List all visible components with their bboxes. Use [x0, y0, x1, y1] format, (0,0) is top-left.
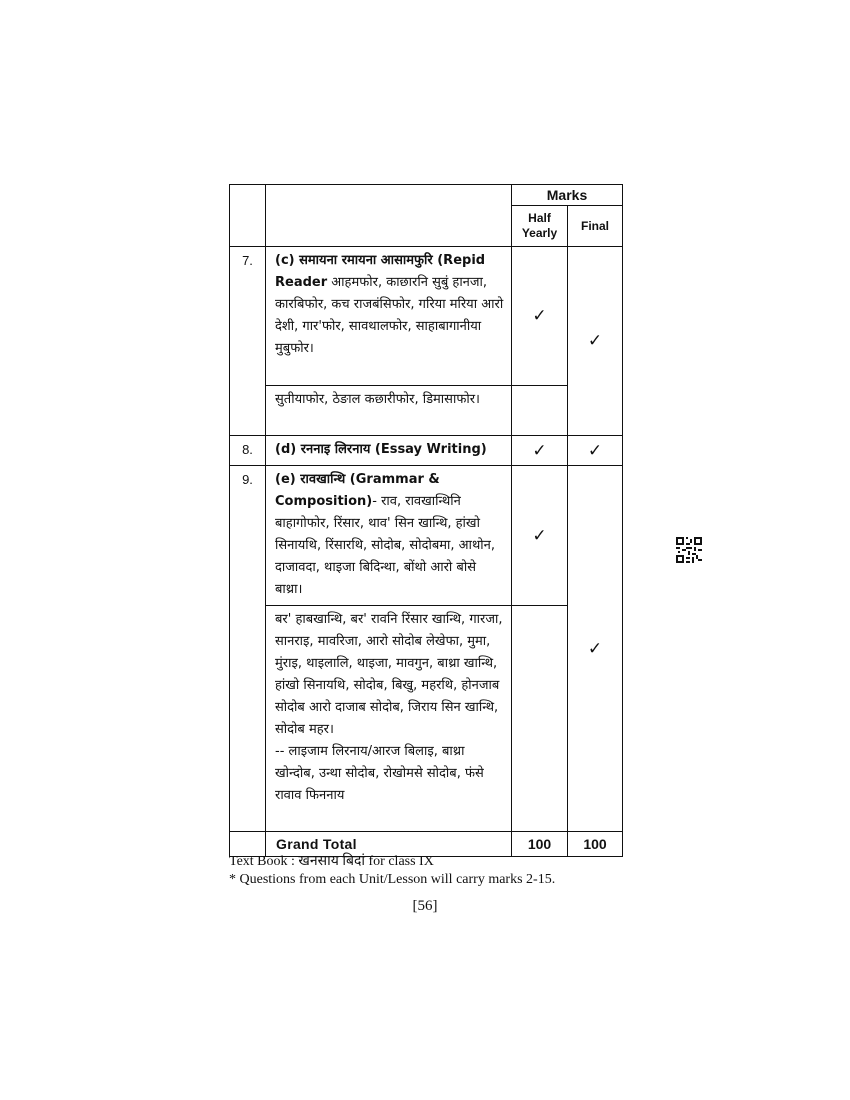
final-check: ✓: [568, 466, 623, 832]
row-number: 7.: [230, 247, 266, 436]
questions-note: * Questions from each Unit/Lesson will carry marks 2-15.: [229, 872, 556, 887]
grand-total-label: Grand Total: [266, 832, 512, 857]
row-title: (d) रननाइ लिरनाय (Essay Writing): [275, 442, 487, 457]
half-yearly-empty: [512, 386, 568, 436]
row-title: (c) समायना रमायना आसामफुरि (Repid Reader: [275, 253, 486, 290]
table-row: [230, 386, 623, 436]
half-yearly-header: Half Yearly: [512, 206, 568, 247]
row-content: [266, 436, 512, 466]
table-row: [230, 606, 623, 832]
row-content: [266, 606, 512, 832]
marks-header: Marks: [512, 185, 623, 206]
row-content: [266, 466, 512, 606]
half-yearly-check: ✓: [512, 436, 568, 466]
table-row: [230, 247, 623, 386]
textbook-note: Text Book : खनसाय बिदां for class IX: [229, 854, 434, 869]
table-row: [230, 436, 623, 466]
final-header: Final: [568, 206, 623, 247]
half-yearly-check: ✓: [512, 247, 568, 386]
header-blank-sno: [230, 185, 266, 247]
half-yearly-empty: [512, 606, 568, 832]
row-text: बर' हाबखान्थि, बर' रावनि रिंसार खान्थि, गारजा, सानराइ, मावरिजा, आरो सोदोब लेखेफा, मुमा, मुंराइ, थाइलालि, थाइजा, मावगुन, बाथ्रा खान्थि, हांखो सिनायथि, सोदोब, बिखु, महरथि, होनजाब सोदोब आरो दाजाब सोदोब, जिराय सिन खान्थि, सोदोब महर।: [275, 612, 503, 737]
row-number: 8.: [230, 436, 266, 466]
grand-total-half-yearly: 100: [512, 832, 568, 857]
row-text-extra: -- लाइजाम लिरनाय/आरज बिलाइ, बाथ्रा खोन्दोब, उन्था सोदोब, रोखोमसे सोदोब, फंसे रावाव फिननाय: [275, 744, 484, 803]
row-text: सुतीयाफोर, ठेङाल कछारीफोर, डिमासाफोर।: [275, 392, 480, 407]
final-check: ✓: [568, 247, 623, 436]
row-content: [266, 386, 512, 436]
row-number: 9.: [230, 466, 266, 832]
qr-code-icon: [676, 537, 702, 563]
header-row: [230, 185, 623, 206]
grand-total-final: 100: [568, 832, 623, 857]
header-blank-content: [266, 185, 512, 247]
row-text: - राव, रावखान्थिनि बाहागोफोर, रिंसार, थाव' सिन खान्थि, हांखो सिनायथि, रिंसारथि, सोदोब, सोदोबमा, आथोन, दाजावदा, थाइजा बिदिन्था, बोंथो आरो बोसे बाथ्रा।: [275, 494, 495, 597]
row-title: (e) रावखान्थि (Grammar & Composition): [275, 472, 440, 509]
row-text: आहमफोर, काछारनि सुबुं हानजा, कारबिफोर, कच राजबंसिफोर, गरिया मरिया आरो देशी, गार'फोर, सावथालफोर, साहाबागानीया मुबुफोर।: [275, 275, 504, 356]
page-number: [56]: [412, 898, 438, 914]
table-row: [230, 466, 623, 606]
row-content: [266, 247, 512, 386]
final-check: ✓: [568, 436, 623, 466]
half-yearly-check: ✓: [512, 466, 568, 606]
syllabus-table: [229, 184, 623, 857]
